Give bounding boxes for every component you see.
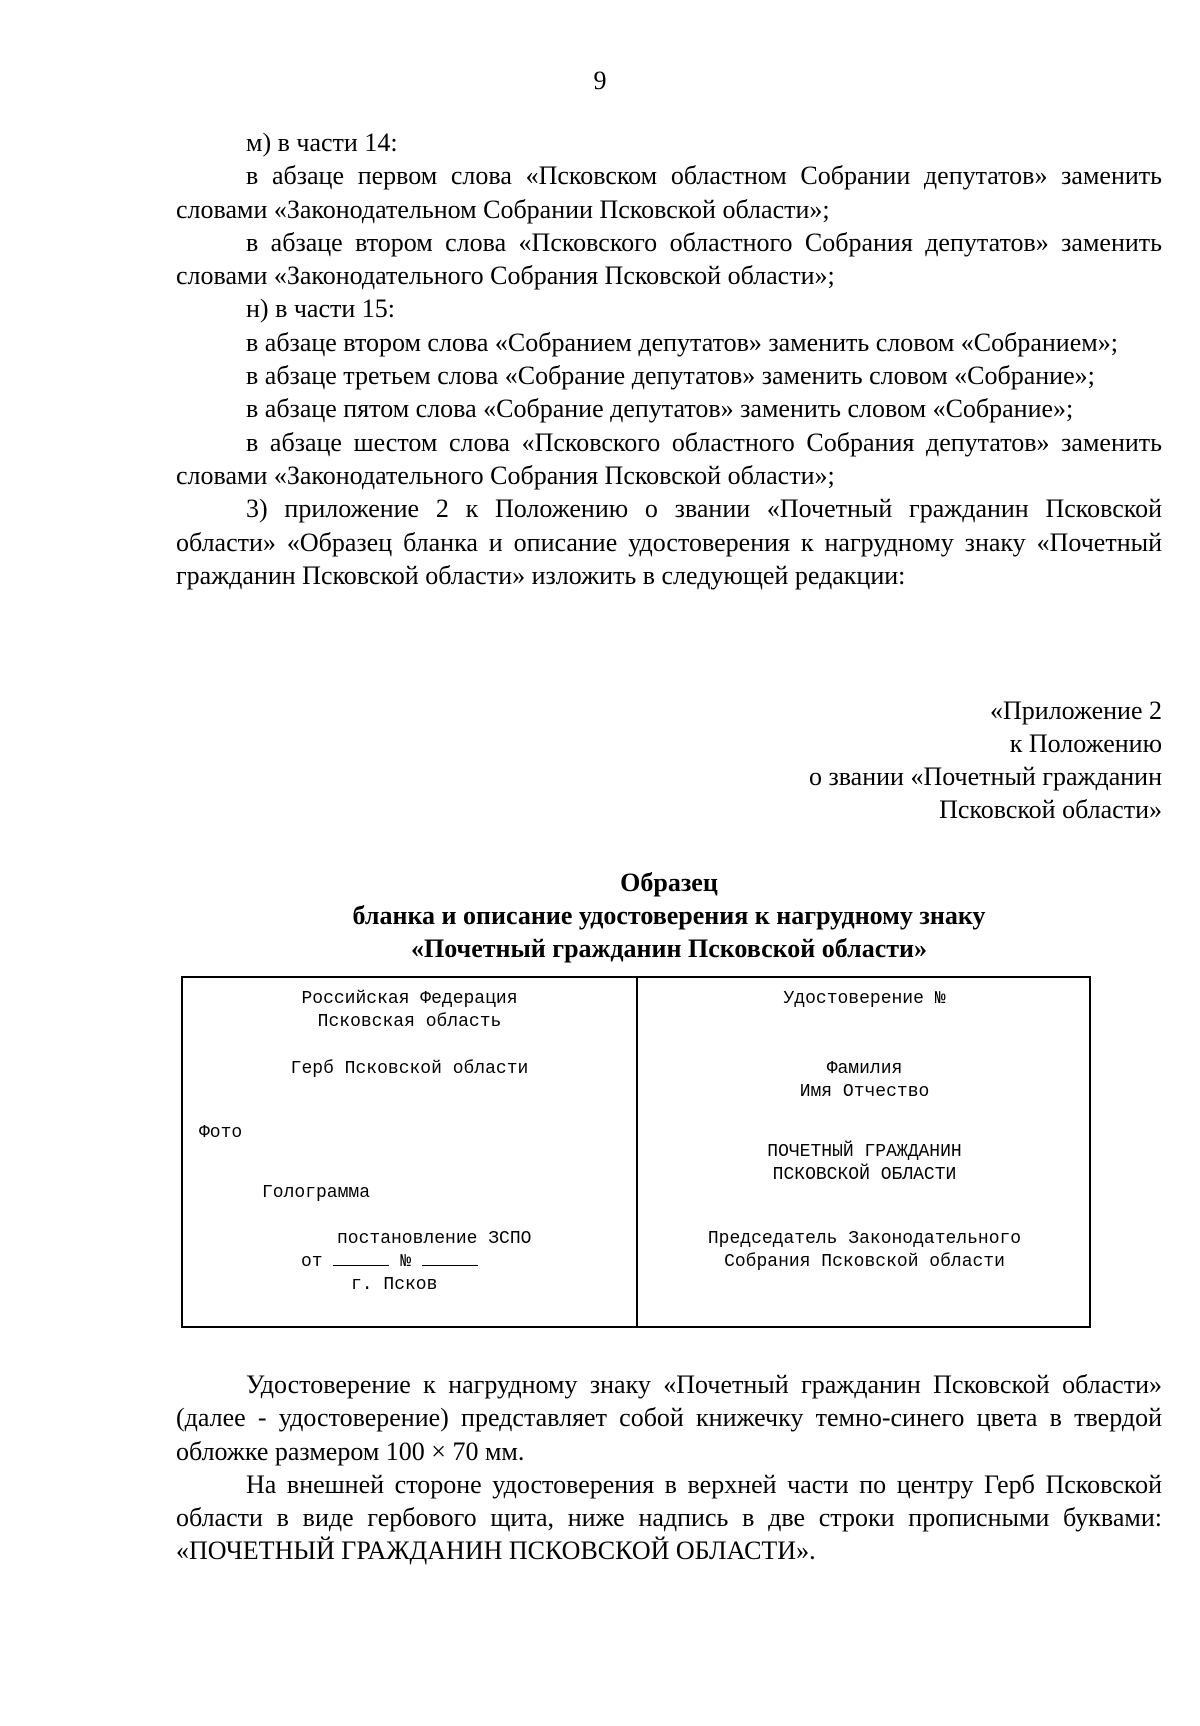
title-line: ПСКОВСКОЙ ОБЛАСТИ	[772, 1165, 957, 1185]
sample-heading-line: Образец	[620, 868, 718, 897]
surname-label: Фамилия	[826, 1059, 903, 1079]
appendix-ref-line: о звании «Почетный гражданин	[808, 762, 1162, 791]
country-label: Российская Федерация	[301, 989, 518, 1009]
resolution-label: постановление ЗСПО	[337, 1229, 532, 1249]
appendix-reference	[809, 694, 1162, 826]
hologram-label: Голограмма	[262, 1183, 371, 1203]
region-label: Псковская область	[317, 1012, 502, 1032]
paragraph: в абзаце втором слова «Псковского областного Собрания депутатов» заменить словами «Законодательного Собрания Псковской области»;	[176, 227, 1162, 291]
number-blank	[422, 1251, 478, 1266]
appendix-ref-line: «Приложение 2	[989, 696, 1162, 725]
resolution-date-line	[301, 1251, 478, 1274]
paragraph: м) в части 14:	[246, 128, 398, 157]
paragraph: в абзаце пятом слова «Собрание депутатов» заменить словом «Собрание»;	[246, 394, 1074, 424]
paragraph: в абзаце втором слова «Собранием депутатов» заменить словом «Собранием»;	[246, 327, 1118, 357]
paragraph: в абзаце третьем слова «Собрание депутатов» заменить словом «Собрание»;	[246, 361, 1095, 391]
sample-heading	[176, 866, 1162, 965]
paragraph: 3) приложение 2 к Положению о звании «Почетный гражданин Псковской области» «Образец бланка и описание удостоверения к нагрудному знаку «Почетный гражданин Псковской области» изложить в следующей редакции:	[176, 494, 1162, 590]
paragraph: Удостоверение к нагрудному знаку «Почетный гражданин Псковской области» (далее - удостоверение) представляет собой книжечку темно-синего цвета в твердой обложке размером 100 × 70 мм.	[176, 1370, 1162, 1466]
sample-heading-line: бланка и описание удостоверения к нагрудному знаку	[352, 901, 986, 930]
date-blank	[333, 1251, 389, 1266]
number-sign: №	[400, 1252, 412, 1272]
paragraph: н) в части 15:	[246, 294, 396, 324]
coat-of-arms-label: Герб Псковской области	[290, 1059, 529, 1079]
certificate-description	[176, 1368, 1162, 1568]
name-patronymic-label: Имя Отчество	[799, 1082, 930, 1102]
title-line: ПОЧЕТНЫЙ ГРАЖДАНИН	[767, 1142, 962, 1162]
amendment-text	[176, 126, 1162, 592]
city-label: г. Псков	[351, 1275, 438, 1295]
date-prefix: от	[301, 1252, 323, 1272]
certificate-number-label: Удостоверение №	[783, 989, 946, 1009]
certificate-form-sample	[181, 976, 1091, 1328]
appendix-ref-line: Псковской области»	[939, 795, 1162, 824]
paragraph: в абзаце шестом слова «Псковского областного Собрания депутатов» заменить словами «Законодательного Собрания Псковской области»;	[176, 427, 1162, 490]
appendix-ref-line: к Положению	[1009, 729, 1162, 758]
sample-heading-line: «Почетный гражданин Псковской области»	[410, 934, 927, 963]
page-number: 9	[593, 66, 607, 95]
chairman-line: Собрания Псковской области	[724, 1252, 1005, 1272]
chairman-line: Председатель Законодательного	[707, 1229, 1022, 1249]
paragraph: На внешней стороне удостоверения в верхней части по центру Герб Псковской области в виде гербового щита, ниже надпись в две строки прописными буквами: «ПОЧЕТНЫЙ ГРАЖДАНИН ПСКОВСКОЙ ОБЛАСТИ».	[176, 1469, 1162, 1566]
paragraph: в абзаце первом слова «Псковском областном Собрании депутатов» заменить словами «Законодательном Собрании Псковской области»;	[176, 161, 1162, 224]
photo-label: Фото	[199, 1123, 243, 1143]
